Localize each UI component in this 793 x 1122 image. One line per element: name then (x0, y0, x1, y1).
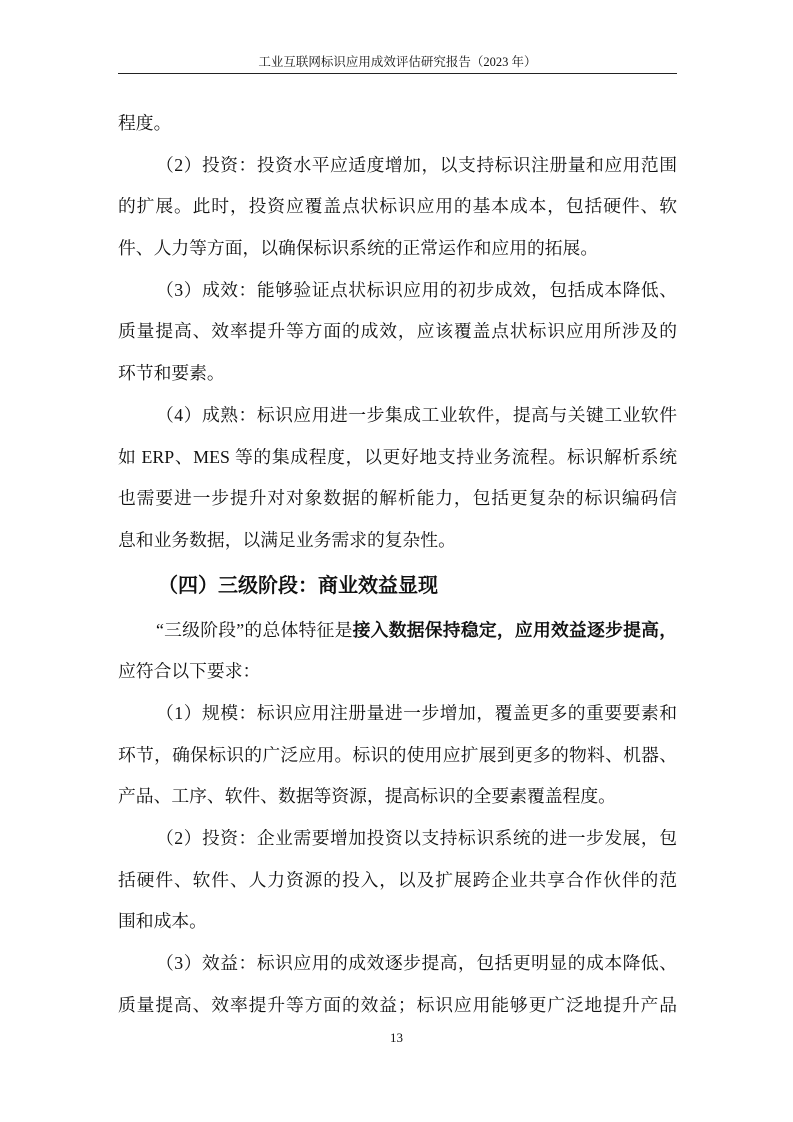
section-intro (118, 610, 677, 693)
paragraph-line: （4）成熟：标识应用进一步集成工业软件，提高与关键工业软件 (156, 404, 677, 425)
paragraph-line (118, 610, 677, 652)
paragraph-line: 环节和要素。 (118, 363, 225, 384)
paragraph-line: 括硬件、软件、人力资源的投入，以及扩展跨企业共享合作伙伴的范 (118, 869, 677, 890)
paragraph-line: 如 ERP、MES 等的集成程度，以更好地支持业务流程。标识解析系统 (118, 446, 677, 467)
paragraph-line: （2）投资：企业需要增加投资以支持标识系统的进一步发展，包 (156, 828, 677, 848)
paragraph-line: 也需要进一步提升对对象数据的解析能力，包括更复杂的标识编码信 (118, 488, 677, 509)
paragraph (118, 693, 677, 818)
paragraph-line: 环节，确保标识的广泛应用。标识的使用应扩展到更多的物料、机器、 (118, 744, 677, 765)
intro-text: “三级阶段”的总体特征是 (156, 619, 353, 640)
paragraph (118, 270, 677, 395)
page-number: 13 (390, 1030, 403, 1045)
paragraph-line: （3）成效：能够验证点状标识应用的初步成效，包括成本降低、 (156, 279, 677, 300)
paragraph (118, 818, 677, 943)
paragraph (118, 103, 677, 145)
paragraph-line: 质量提高、效率提升等方面的成效，应该覆盖点状标识应用所涉及的 (118, 321, 677, 342)
section-heading: （四）三级阶段：商业效益显现 (158, 574, 438, 597)
body-text (118, 103, 677, 1026)
paragraph-line: 应符合以下要求： (118, 661, 261, 682)
paragraph-line: （1）规模：标识应用注册量进一步增加，覆盖更多的重要要素和 (156, 702, 677, 723)
paragraph-line: （3）效益：标识应用的成效逐步提高，包括更明显的成本降低、 (156, 953, 677, 974)
paragraph-line: （2）投资：投资水平应适度增加，以支持标识注册量和应用范围 (156, 154, 677, 175)
paragraph-line: 产品、工序、软件、数据等资源，提高标识的全要素覆盖程度。 (118, 786, 616, 807)
paragraph-line: 程度。 (118, 113, 172, 133)
emphasis-text: 接入数据保持稳定，应用效益逐步提高， (352, 619, 677, 640)
paragraph-line: 围和成本。 (118, 911, 207, 932)
running-header: 工业互联网标识应用成效评估研究报告（2023 年） (258, 55, 537, 69)
paragraph (118, 395, 677, 562)
paragraph-line: 息和业务数据，以满足业务需求的复杂性。 (118, 529, 456, 550)
paragraph-line: 件、人力等方面，以确保标识系统的正常运作和应用的拓展。 (118, 238, 599, 259)
paragraph-line: 质量提高、效率提升等方面的效益；标识应用能够更广泛地提升产品 (118, 994, 677, 1015)
paragraph (118, 145, 677, 270)
paragraph-line: 的扩展。此时，投资应覆盖点状标识应用的基本成本，包括硬件、软 (118, 196, 677, 217)
paragraph (118, 943, 677, 1026)
header-rule (118, 73, 677, 74)
